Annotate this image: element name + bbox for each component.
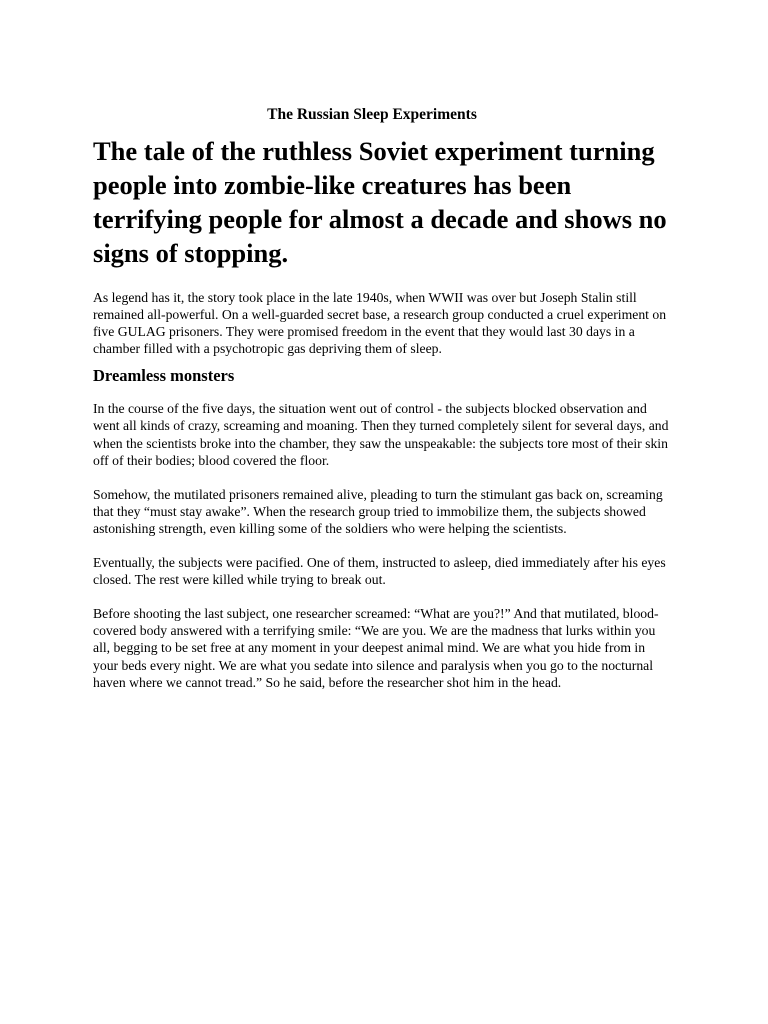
body-paragraph: Eventually, the subjects were pacified. One of them, instructed to asleep, died immediately after his eyes closed. The rest were killed while trying to break out. — [93, 555, 666, 588]
intro-paragraph: As legend has it, the story took place in the late 1940s, when WWII was over but Joseph Stalin still remained all-powerful. On a well-guarded secret base, a research group conducted a cruel experiment on five GULAG prisoners. They were promised freedom in the event that they would last 30 days in a chamber filled with a psychotropic gas depriving them of sleep. — [93, 290, 667, 357]
document-title: The Russian Sleep Experiments — [267, 106, 477, 123]
body-paragraph: Before shooting the last subject, one researcher screamed: “What are you?!” And that mutilated, blood-covered body answered with a terrifying smile: “We are you. We are the madness that lurks within you all, begging to be set free at any moment in your deepest animal mind. We are what you hide from in your beds every night. We are what you sedate into silence and paralysis when you go to the nocturnal haven where we cannot tread.” So he said, before the researcher shot him in the head. — [93, 606, 659, 690]
document-page — [93, 104, 673, 691]
article-headline: The tale of the ruthless Soviet experiment turning people into zombie-like creatures has been terrifying people for almost a decade and shows no signs of stopping. — [93, 136, 667, 268]
section-heading: Dreamless monsters — [93, 366, 235, 386]
body-paragraph: Somehow, the mutilated prisoners remained alive, pleading to turn the stimulant gas back on, screaming that they “must stay awake”. When the research group tried to immobilize them, the subjects showed astonishing strength, even killing some of the soldiers who were helping the scientists. — [93, 486, 663, 536]
body-paragraph: In the course of the five days, the situation went out of control - the subjects blocked observation and went all kinds of crazy, screaming and moaning. Then they turned completely silent for several days, and when the scientists broke into the chamber, they saw the unspeakable: the subjects tore most of their skin off of their bodies; blood covered the floor. — [93, 401, 669, 468]
